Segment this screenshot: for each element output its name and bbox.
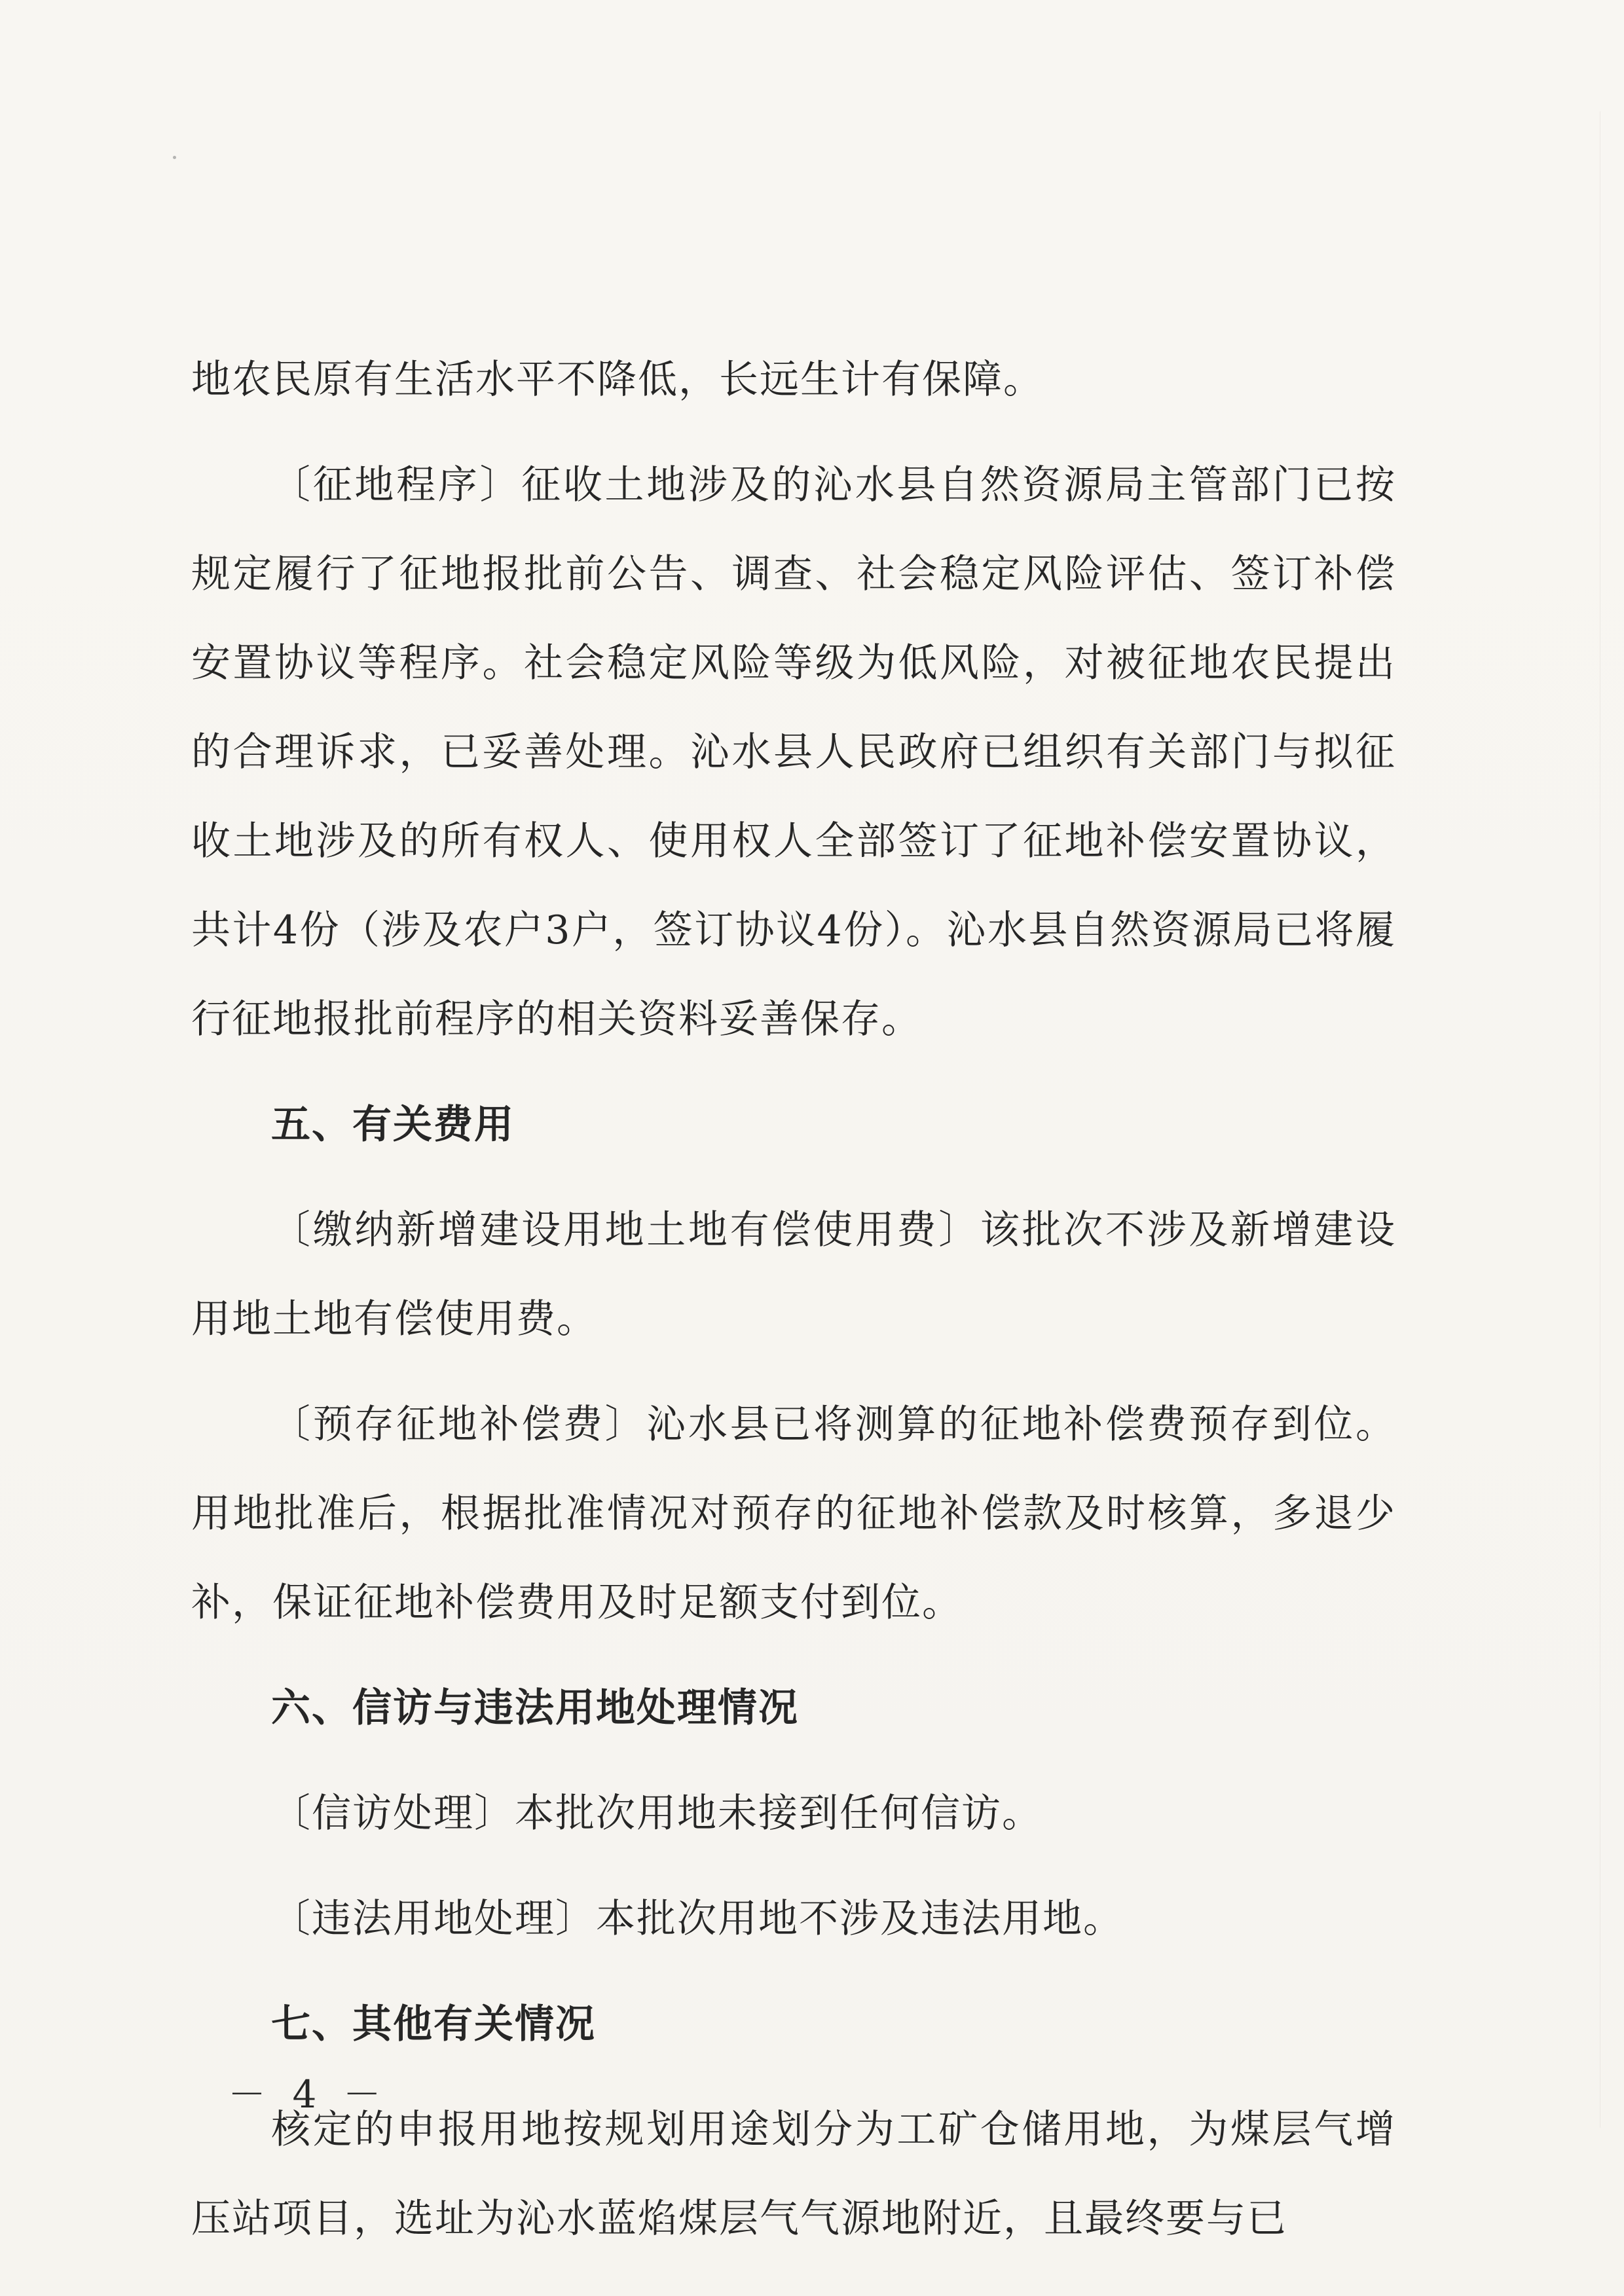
paragraph-new-construction-fee: 〔缴纳新增建设用地土地有偿使用费〕该批次不涉及新增建设用地土地有偿使用费。 [191, 1207, 1396, 1342]
page-number-left-dash: － [228, 2072, 268, 2117]
paragraph-1: 地农民原有生活水平不降低，长远生计有保障。 [191, 357, 1044, 403]
paragraph-compensation-deposit: 〔预存征地补偿费〕沁水县已将测算的征地补偿费预存到位。用地批准后，根据批准情况对预存的征地补偿款及时核算，多退少补，保证征地补偿费用及时足额支付到位。 [191, 1402, 1396, 1626]
scan-dot [173, 156, 176, 159]
document-body [191, 335, 1396, 2280]
page-number [216, 2071, 394, 2117]
section-heading-other-information: 七、其他有关情况 [271, 2001, 596, 2047]
paragraph-illegal-land-handling: 〔违法用地处理〕本批次用地不涉及违法用地。 [271, 1896, 1124, 1942]
section-heading-fees: 五、有关费用 [271, 1102, 515, 1148]
paragraph-other-information: 核定的申报用地按规划用途划分为工矿仓储用地，为煤层气增压站项目，选址为沁水蓝焰煤层气气源地附近，且最终要与已 [191, 2107, 1396, 2242]
page-number-value: 4 [292, 2072, 318, 2117]
paragraph-land-procedure: 〔征地程序〕征收土地涉及的沁水县自然资源局主管部门已按规定履行了征地报批前公告、调查、社会稳定风险评估、签订补偿安置协议等程序。社会稳定风险等级为低风险，对被征地农民提出的合理诉求，已妥善处理。沁水县人民政府已组织有关部门与拟征收土地涉及的所有权人、使用权人全部签订了征地补偿安置协议，共计4份（涉及农户3户，签订协议4份）。沁水县自然资源局已将履行征地报批前程序的相关资料妥善保存。 [191, 462, 1396, 1042]
paragraph-petition-handling: 〔信访处理〕本批次用地未接到任何信访。 [271, 1791, 1043, 1836]
section-heading-petition-illegal-land: 六、信访与违法用地处理情况 [271, 1685, 799, 1731]
page-number-right-dash: － [342, 2072, 382, 2117]
